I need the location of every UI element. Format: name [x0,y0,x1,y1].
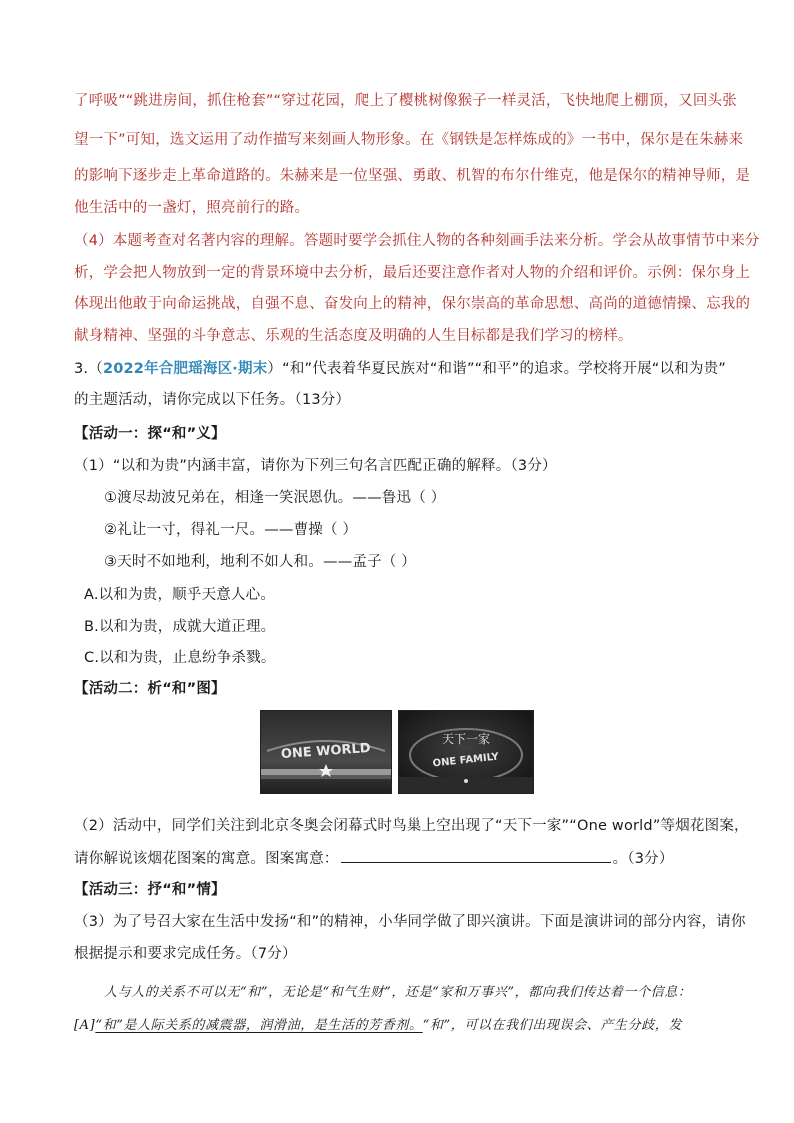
q3-prompt-line2: 根据提示和要求完成任务。（7分） [74,946,297,962]
answer-line-6: 析，学会把人物放到一定的背景环境中去分析，最后还要注意作者对人物的介绍和评价。示例：保尔身上 [74,265,751,281]
quote-item: ①渡尽劫波兄弟在，相逢一笑泯恩仇。——鲁迅（ ） [104,490,446,506]
answer-line-5: （4）本题考查对名著内容的理解。答题时要学会抓住人物的各种刻画手法来分析。学会从故事情节中来分 [74,233,760,249]
option-b: B.以和为贵，成就大道正理。 [84,619,276,635]
speech-rest: “和”，可以在我们出现误会、产生分歧，发 [422,1018,682,1033]
activity-1-title: 【活动一：探“和”义】 [74,426,226,442]
option-a: A.以和为贵，顺乎天意人心。 [84,587,276,603]
image-text-one-world: ONE WORLD [280,740,372,763]
q2-prompt-line2 [74,848,674,869]
speech-line-1: 人与人的关系不可以无“和”，无论是“和气生财”，还是“家和万事兴”，都向我们传达着一个信息： [104,985,692,1000]
answer-blank[interactable] [341,848,611,863]
answer-line-7: 体现出他敢于向命运挑战，自强不息、奋发向上的精神，保尔崇高的革命思想、高尚的道德情操、忘我的 [74,296,751,312]
answer-line-8: 献身精神、坚强的斗争意志、乐观的生活态度及明确的人生目标都是我们学习的榜样。 [74,328,633,344]
speech-marker: [A] [74,1018,96,1033]
answer-line-4: 他生活中的一盏灯，照亮前行的路。 [74,200,310,216]
quote-item: ③天时不如地利，地利不如人和。——孟子（ ） [104,554,417,570]
answer-line-3: 的影响下逐步走上革命道路的。朱赫来是一位坚强、勇敢、机智的布尔什维克，他是保尔的精神导师，是 [74,168,751,184]
question-3-intro [74,359,726,379]
answer-line-1: 了呼吸”“跳进房间，抓住枪套”“穿过花园，爬上了樱桃树像猴子一样灵活，飞快地爬上棚顶，又回头张 [74,93,737,109]
answer-line-2: 望一下”可知，选文运用了动作描写来刻画人物形象。在《钢铁是怎样炼成的》一书中，保尔是在朱赫来 [74,132,744,148]
fireworks-photo-one-world [260,710,392,794]
q2-prompt-text: 请你解说该烟花图案的寓意。图案寓意： [74,851,339,867]
q2-prompt-line1: （2）活动中，同学们关注到北京冬奥会闭幕式时鸟巢上空出现了“天下一家”“One world”等烟花图案， [74,818,749,834]
question-intro-rest: ）“和”代表着华夏民族对“和谐”“和平”的追求。学校将开展“以和为贵” [267,361,726,377]
activity-2-title: 【活动二：析“和”图】 [74,681,226,697]
speech-underlined-sentence: “和”是人际关系的减震器，润滑油，是生活的芳香剂。 [95,1018,423,1033]
q2-score: 。（3分） [612,851,674,867]
question-3-intro-line2: 的主题活动，请你完成以下任务。（13分） [74,392,351,408]
q1-prompt: （1）“以和为贵”内涵丰富，请你为下列三句名言匹配正确的解释。（3分） [74,458,557,474]
image-text-one-family: ONE FAMILY [432,751,500,770]
q3-prompt-line1: （3）为了号召大家在生活中发扬“和”的精神，小华同学做了即兴演讲。下面是演讲词的部分内容，请你 [74,914,746,930]
fireworks-photo-one-family [398,710,534,794]
quote-item: ②礼让一寸，得礼一尺。——曹操（ ） [104,522,358,538]
option-c: C.以和为贵，止息纷争杀戮。 [84,650,276,666]
question-number: 3.（ [74,361,103,377]
speech-line-2 [74,1016,682,1036]
image-text-tianxia-yijia: 天下一家 [441,732,491,746]
activity-3-title: 【活动三：抒“和”情】 [74,882,226,898]
question-source: 2022年合肥瑶海区·期末 [102,361,268,377]
